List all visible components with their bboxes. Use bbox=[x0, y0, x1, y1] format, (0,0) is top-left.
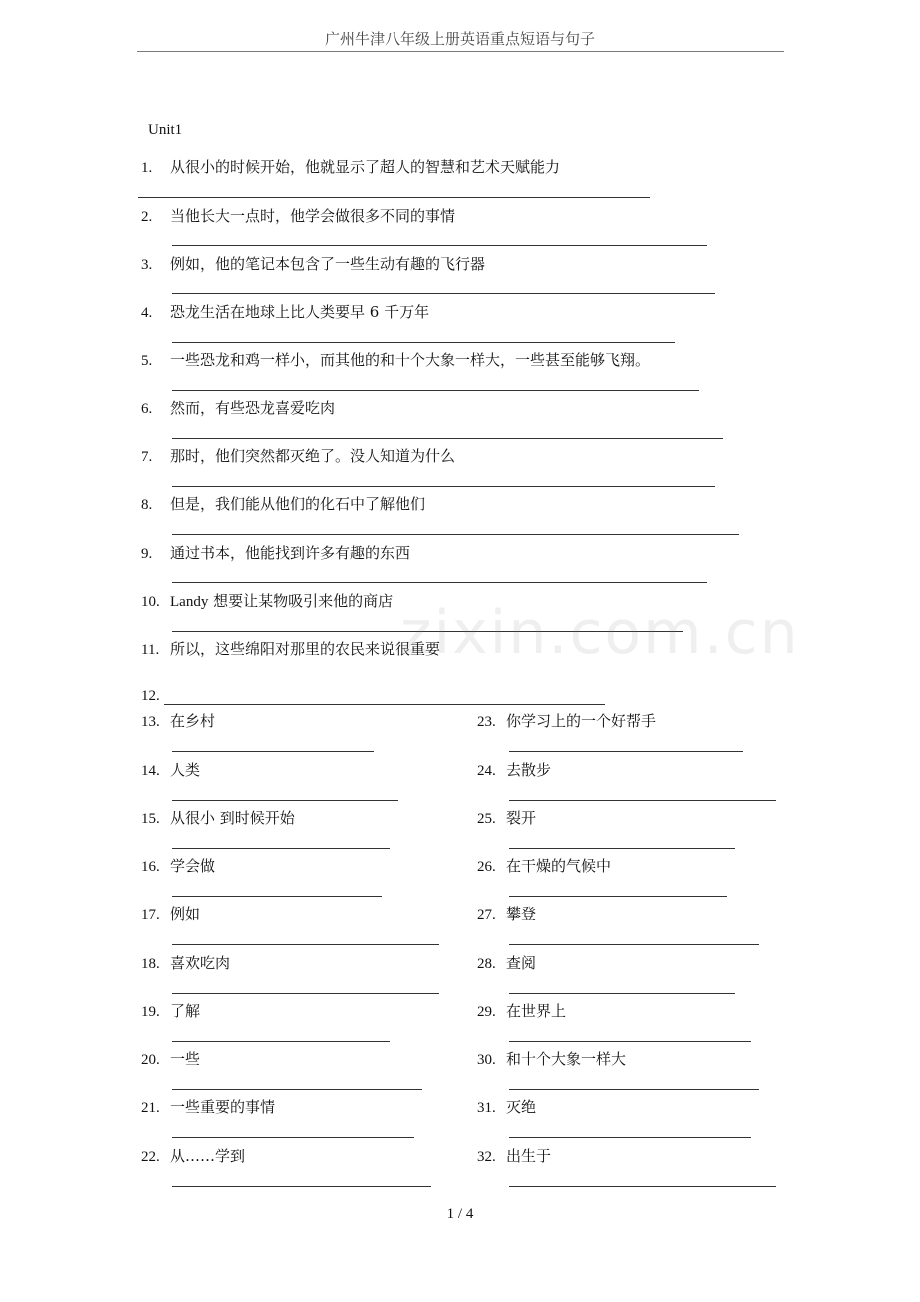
phrase-26: 26. 在干燥的气候中 bbox=[477, 857, 612, 875]
sentence-1: 1. 从很小的时候开始，他就显示了超人的智慧和艺术天赋能力 bbox=[141, 158, 561, 176]
sentence-text: 但是，我们能从他们的化石中了解他们 bbox=[170, 495, 426, 513]
phrase-19: 19. 了解 bbox=[141, 1002, 201, 1020]
answer-line-3[interactable] bbox=[172, 293, 715, 294]
sentence-7: 7. 那时，他们突然都灭绝了。没人知道为什么 bbox=[141, 447, 456, 465]
answer-line-27[interactable] bbox=[509, 944, 759, 945]
phrase-16: 16. 学会做 bbox=[141, 857, 216, 875]
answer-line-16[interactable] bbox=[172, 896, 382, 897]
phrase-22: 22. 从……学到 bbox=[141, 1147, 246, 1165]
phrase-13: 13. 在乡村 bbox=[141, 712, 216, 730]
phrase-20: 20. 一些 bbox=[141, 1050, 201, 1068]
answer-line-30[interactable] bbox=[509, 1089, 759, 1090]
answer-line-13[interactable] bbox=[172, 751, 374, 752]
answer-line-17[interactable] bbox=[172, 944, 439, 945]
answer-line-15[interactable] bbox=[172, 848, 390, 849]
sentence-2: 2. 当他长大一点时，他学会做很多不同的事情 bbox=[141, 207, 456, 225]
answer-line-29[interactable] bbox=[509, 1041, 751, 1042]
sentence-9: 9. 通过书本，他能找到许多有趣的东西 bbox=[141, 544, 411, 562]
header-divider bbox=[137, 51, 784, 52]
answer-line-12[interactable] bbox=[164, 704, 605, 705]
answer-line-14[interactable] bbox=[172, 800, 398, 801]
answer-line-1[interactable] bbox=[138, 197, 650, 198]
answer-line-25[interactable] bbox=[509, 848, 735, 849]
phrase-27: 27. 攀登 bbox=[477, 905, 537, 923]
sentence-6: 6. 然而，有些恐龙喜爱吃肉 bbox=[141, 399, 336, 417]
answer-line-19[interactable] bbox=[172, 1041, 390, 1042]
watermark: zixin.com.cn bbox=[400, 598, 800, 668]
page-header: 广州牛津八年级上册英语重点短语与句子 bbox=[324, 30, 595, 48]
unit-title: Unit1 bbox=[148, 122, 183, 138]
sentence-10: 10. Landy 想要让某物吸引来他的商店 bbox=[141, 592, 394, 610]
phrase-25: 25. 裂开 bbox=[477, 809, 537, 827]
sentence-5: 5. 一些恐龙和鸡一样小，而其他的和十个大象一样大，一些甚至能够飞翔。 bbox=[141, 351, 651, 369]
phrase-31: 31. 灭绝 bbox=[477, 1098, 537, 1116]
phrase-14: 14. 人类 bbox=[141, 761, 201, 779]
sentence-12: 12. bbox=[141, 688, 160, 704]
sentence-text: 然而，有些恐龙喜爱吃肉 bbox=[170, 399, 336, 417]
page-number: 1 / 4 bbox=[446, 1206, 474, 1222]
phrase-17: 17. 例如 bbox=[141, 905, 201, 923]
answer-line-8[interactable] bbox=[172, 534, 739, 535]
answer-line-28[interactable] bbox=[509, 993, 735, 994]
phrase-28: 28. 查阅 bbox=[477, 954, 537, 972]
phrase-29: 29. 在世界上 bbox=[477, 1002, 567, 1020]
sentence-text-name: Landy bbox=[170, 594, 209, 610]
answer-line-31[interactable] bbox=[509, 1137, 751, 1138]
sentence-text: 例如，他的笔记本包含了一些生动有趣的飞行器 bbox=[170, 255, 486, 273]
answer-line-24[interactable] bbox=[509, 800, 776, 801]
sentence-text: 通过书本，他能找到许多有趣的东西 bbox=[170, 544, 411, 562]
sentence-4: 4. 恐龙生活在地球上比人类要早 6 千万年 bbox=[141, 303, 430, 321]
answer-line-18[interactable] bbox=[172, 993, 439, 994]
phrase-23: 23. 你学习上的一个好帮手 bbox=[477, 712, 657, 730]
sentence-text: 所以，这些绵阳对那里的农民来说很重要 bbox=[170, 640, 441, 658]
answer-line-23[interactable] bbox=[509, 751, 743, 752]
sentence-text: 那时，他们突然都灭绝了。没人知道为什么 bbox=[170, 447, 456, 465]
answer-line-32[interactable] bbox=[509, 1186, 776, 1187]
answer-line-20[interactable] bbox=[172, 1089, 422, 1090]
sentence-11: 11. 所以，这些绵阳对那里的农民来说很重要 bbox=[141, 640, 441, 658]
phrase-15: 15. 从很小 到时候开始 bbox=[141, 809, 295, 827]
sentence-text: 想要让某物吸引来他的商店 bbox=[208, 592, 394, 610]
sentence-text: 当他长大一点时，他学会做很多不同的事情 bbox=[170, 207, 456, 225]
phrase-21: 21. 一些重要的事情 bbox=[141, 1098, 276, 1116]
phrase-32: 32. 出生于 bbox=[477, 1147, 552, 1165]
phrase-18: 18. 喜欢吃肉 bbox=[141, 954, 231, 972]
answer-line-5[interactable] bbox=[172, 390, 699, 391]
phrase-30: 30. 和十个大象一样大 bbox=[477, 1050, 627, 1068]
answer-line-7[interactable] bbox=[172, 486, 715, 487]
answer-line-2[interactable] bbox=[172, 245, 707, 246]
sentence-8: 8. 但是，我们能从他们的化石中了解他们 bbox=[141, 495, 426, 513]
phrase-24: 24. 去散步 bbox=[477, 761, 552, 779]
answer-line-21[interactable] bbox=[172, 1137, 414, 1138]
sentence-3: 3. 例如，他的笔记本包含了一些生动有趣的飞行器 bbox=[141, 255, 486, 273]
answer-line-22[interactable] bbox=[172, 1186, 431, 1187]
sentence-text: 一些恐龙和鸡一样小，而其他的和十个大象一样大，一些甚至能够飞翔。 bbox=[170, 351, 651, 369]
sentence-text: 恐龙生活在地球上比人类要早 6 千万年 bbox=[170, 303, 430, 321]
answer-line-26[interactable] bbox=[509, 896, 727, 897]
answer-line-9[interactable] bbox=[172, 582, 707, 583]
sentence-text: 从很小的时候开始，他就显示了超人的智慧和艺术天赋能力 bbox=[170, 158, 561, 176]
answer-line-6[interactable] bbox=[172, 438, 723, 439]
answer-line-4[interactable] bbox=[172, 342, 675, 343]
